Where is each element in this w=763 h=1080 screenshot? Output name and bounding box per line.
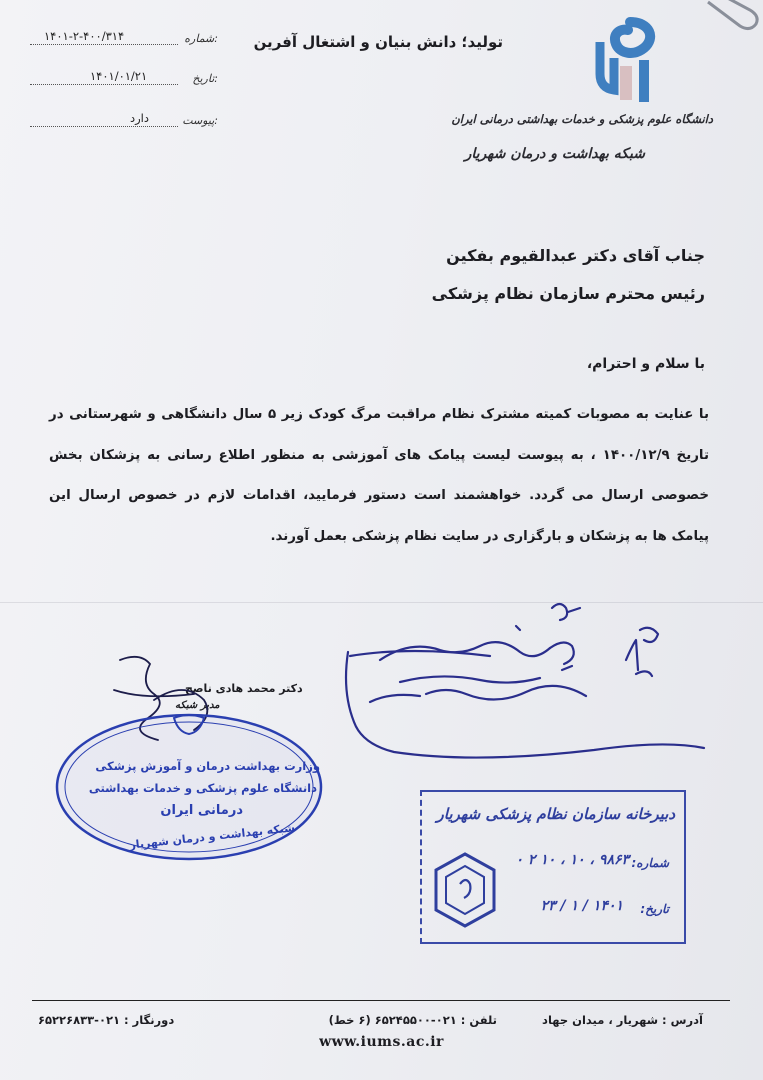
seal-line-3: درمانی ایران xyxy=(160,803,243,818)
registration-title: دبیرخانه سازمان نظام پزشکی شهریار xyxy=(436,805,675,823)
dotted-line xyxy=(30,84,178,85)
paper-clip-icon xyxy=(700,0,763,40)
seal-line-1: وزارت بهداشت درمان و آموزش پزشکی xyxy=(95,759,320,773)
dotted-line xyxy=(30,126,178,127)
letter-date-value: ۱۴۰۱/۰۱/۲۱ xyxy=(90,69,148,83)
handwritten-note-icon xyxy=(340,590,710,760)
footer-rule xyxy=(32,1000,730,1001)
attachment-row xyxy=(30,107,218,129)
registration-number-value: ۹۸۶۳ ، ۱۰ ، ۱۰ ۲ ۰ xyxy=(515,852,629,868)
university-logo-icon xyxy=(590,14,670,109)
registration-number-label: شماره: xyxy=(631,856,669,870)
dotted-line xyxy=(30,44,178,45)
greeting: با سلام و احترام، xyxy=(586,356,705,372)
signatory-name: دکتر محمد هادی ناصح xyxy=(185,682,303,695)
letter-body: با عنایت به مصوبات کمیته مشترک نظام مراقبت مرگ کودک زیر ۵ سال دانشگاهی و شهرستانی در تاریخ ۱۴۰۰/۱۲/۹ ، به پیوست لیست پیامک های آموزشی به منظور اطلاع رسانی به پزشکان بخش خصوصی ارسال می گردد. خواهشمند است دستور فرمایید، اقدامات لازم در خصوص ارسال این پیامک ها به پزشکان و بارگزاری در سایت نظام پزشکی بعمل آورند. xyxy=(49,407,709,544)
letter-date-row xyxy=(30,65,218,87)
footer-fax: دورنگار : ۰۲۱-۶۵۲۲۶۸۳۳ xyxy=(38,1013,175,1027)
signatory-title: مدیر شبکه xyxy=(175,700,220,711)
attachment-value: دارد xyxy=(130,111,149,125)
letter-date-label: تاریخ: xyxy=(192,72,218,85)
attachment-label: پیوست: xyxy=(182,114,218,127)
letter-number-label: شماره: xyxy=(184,32,218,45)
medical-council-logo-icon xyxy=(430,848,500,932)
organization-line-1: دانشگاه علوم پزشکی و خدمات بهداشتی درمانی ایران xyxy=(451,112,713,126)
letter-number-value: ۱۴۰۱-۲-۴۰۰/۳۱۴ xyxy=(44,29,125,43)
footer-phone: تلفن : ۰۲۱-۶۵۲۴۵۵۰۰ (۶ خط) xyxy=(328,1013,497,1027)
addressee-title: رئیس محترم سازمان نظام پزشکی xyxy=(431,284,705,303)
footer-website: www.iums.ac.ir xyxy=(319,1034,444,1050)
seal-line-4: شبکه بهداشت و درمان شهریار xyxy=(128,821,296,852)
seal-line-2: دانشگاه علوم پزشکی و خدمات بهداشتی xyxy=(88,781,317,795)
footer-address: آدرس : شهریار ، میدان جهاد xyxy=(542,1013,703,1027)
motto-text: تولید؛ دانش بنیان و اشتغال آفرین xyxy=(253,33,503,51)
registration-date-label: تاریخ: xyxy=(640,902,669,916)
letter-number-row xyxy=(30,25,218,47)
registration-date-value: ۱۴۰۱ / ۱ / ۲۳ xyxy=(540,898,623,914)
organization-line-2: شبکه بهداشت و درمان شهریار xyxy=(464,146,645,162)
addressee-name: جناب آقای دکتر عبدالقیوم بفکین xyxy=(446,246,705,265)
